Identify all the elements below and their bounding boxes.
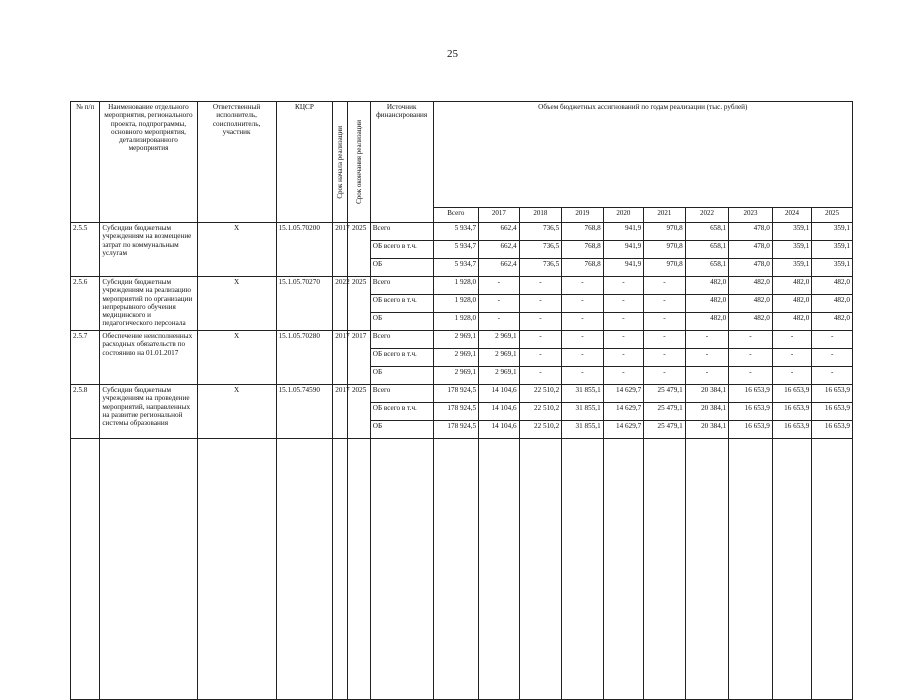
header-row <box>71 102 853 208</box>
row-start: 2017 <box>333 331 348 385</box>
row-name: Субсидии бюджетным учреждениям на реализацию мероприятий по организации непрерывного обучения медицинского и педагогического персонала <box>100 277 197 331</box>
row-value: 25 479,1 <box>644 403 686 421</box>
row-num: 2.5.6 <box>71 277 100 331</box>
row-value: - <box>562 313 604 331</box>
row-source: ОБ всего в т.ч. <box>370 241 433 259</box>
header-year: 2018 <box>519 208 562 223</box>
table-body <box>71 223 853 700</box>
row-value: - <box>562 349 604 367</box>
row-source: ОБ <box>370 259 433 277</box>
empty-cell <box>519 439 562 700</box>
row-value: 31 855,1 <box>562 385 604 403</box>
row-value: - <box>644 313 686 331</box>
row-value: 178 924,5 <box>433 385 479 403</box>
row-end: 2017 <box>348 331 370 385</box>
row-value: 31 855,1 <box>562 403 604 421</box>
row-value: 736,5 <box>519 223 562 241</box>
row-value: 482,0 <box>685 295 729 313</box>
table-row <box>71 331 853 349</box>
row-value: 1 928,0 <box>433 295 479 313</box>
row-value: - <box>644 277 686 295</box>
row-value: 359,1 <box>812 241 853 259</box>
row-source: ОБ всего в т.ч. <box>370 403 433 421</box>
row-value: 482,0 <box>772 295 812 313</box>
row-value: 736,5 <box>519 259 562 277</box>
row-end: 2025 <box>348 223 370 277</box>
row-value: 658,1 <box>685 223 729 241</box>
row-value: - <box>519 331 562 349</box>
row-value: 20 384,1 <box>685 421 729 439</box>
row-value: 5 934,7 <box>433 241 479 259</box>
row-value: 482,0 <box>685 277 729 295</box>
row-responsible: Х <box>197 223 276 277</box>
row-value: - <box>603 331 644 349</box>
row-value: 16 653,9 <box>729 421 773 439</box>
row-value: 20 384,1 <box>685 385 729 403</box>
row-value: 970,8 <box>644 259 686 277</box>
row-num: 2.5.8 <box>71 385 100 439</box>
row-value: - <box>562 367 604 385</box>
header-year: 2024 <box>772 208 812 223</box>
row-name: Субсидии бюджетным учреждениям на возмещение затрат по коммунальным услугам <box>100 223 197 277</box>
row-value: 478,0 <box>729 259 773 277</box>
empty-cell <box>644 439 686 700</box>
row-value: 1 928,0 <box>433 313 479 331</box>
row-value: 16 653,9 <box>772 403 812 421</box>
header-year: 2020 <box>603 208 644 223</box>
table-row <box>71 385 853 403</box>
row-value: 14 104,6 <box>479 403 520 421</box>
row-value: - <box>479 277 520 295</box>
row-value: - <box>603 277 644 295</box>
row-kcsr: 15.1.05.70200 <box>276 223 333 277</box>
row-value: 768,8 <box>562 241 604 259</box>
row-value: - <box>479 313 520 331</box>
row-source: Всего <box>370 331 433 349</box>
row-start: 2022 <box>333 277 348 331</box>
table-row <box>71 223 853 241</box>
header-year: 2021 <box>644 208 686 223</box>
row-value: - <box>772 331 812 349</box>
row-value: 736,5 <box>519 241 562 259</box>
table-spacer-row <box>71 439 853 700</box>
row-name: Субсидии бюджетным учреждениям на проведение мероприятий, направленных на развитие региональной системы образования <box>100 385 197 439</box>
row-value: 482,0 <box>729 295 773 313</box>
row-value: 359,1 <box>812 223 853 241</box>
row-value: - <box>562 277 604 295</box>
row-responsible: Х <box>197 277 276 331</box>
row-value: - <box>685 331 729 349</box>
budget-table <box>70 101 853 700</box>
row-value: - <box>644 349 686 367</box>
row-value: 970,8 <box>644 223 686 241</box>
row-value: - <box>519 367 562 385</box>
row-value: 768,8 <box>562 223 604 241</box>
row-value: 482,0 <box>772 313 812 331</box>
row-value: 658,1 <box>685 241 729 259</box>
row-value: 478,0 <box>729 223 773 241</box>
row-responsible: Х <box>197 331 276 385</box>
row-value: 25 479,1 <box>644 421 686 439</box>
row-value: 662,4 <box>479 241 520 259</box>
header-num: № п/п <box>71 102 100 223</box>
row-source: Всего <box>370 277 433 295</box>
empty-cell <box>562 439 604 700</box>
header-responsible: Ответственный исполнитель, соисполнитель, участник <box>197 102 276 223</box>
empty-cell <box>729 439 773 700</box>
row-num: 2.5.7 <box>71 331 100 385</box>
empty-cell <box>100 439 197 700</box>
row-kcsr: 15.1.05.70270 <box>276 277 333 331</box>
row-value: 16 653,9 <box>772 385 812 403</box>
row-value: - <box>479 295 520 313</box>
page-number: 25 <box>447 48 458 60</box>
row-value: 1 928,0 <box>433 277 479 295</box>
row-source: Всего <box>370 223 433 241</box>
header-year: 2023 <box>729 208 773 223</box>
row-value: 2 969,1 <box>479 367 520 385</box>
row-value: 2 969,1 <box>479 331 520 349</box>
row-value: - <box>685 367 729 385</box>
row-kcsr: 15.1.05.70280 <box>276 331 333 385</box>
row-value: 22 510,2 <box>519 421 562 439</box>
row-source: ОБ <box>370 421 433 439</box>
header-year: 2019 <box>562 208 604 223</box>
row-value: 16 653,9 <box>812 421 853 439</box>
empty-cell <box>433 439 479 700</box>
row-value: 22 510,2 <box>519 403 562 421</box>
row-value: 482,0 <box>729 313 773 331</box>
header-kcsr: КЦСР <box>276 102 333 223</box>
row-value: 482,0 <box>812 313 853 331</box>
row-value: - <box>729 367 773 385</box>
row-value: 16 653,9 <box>812 403 853 421</box>
header-start-label: Срок начала реализации <box>336 125 345 199</box>
row-value: 941,9 <box>603 259 644 277</box>
row-value: - <box>603 367 644 385</box>
header-start <box>333 102 348 223</box>
row-value: 31 855,1 <box>562 421 604 439</box>
row-value: 941,9 <box>603 241 644 259</box>
row-value: 16 653,9 <box>772 421 812 439</box>
row-value: 14 629,7 <box>603 403 644 421</box>
row-responsible: Х <box>197 385 276 439</box>
table-row <box>71 277 853 295</box>
row-value: - <box>562 331 604 349</box>
row-value: 941,9 <box>603 223 644 241</box>
row-value: - <box>772 349 812 367</box>
row-source: Всего <box>370 385 433 403</box>
row-value: 16 653,9 <box>729 403 773 421</box>
empty-cell <box>276 439 333 700</box>
row-value: - <box>519 313 562 331</box>
row-value: - <box>603 349 644 367</box>
header-source: Источник финансирования <box>370 102 433 223</box>
empty-cell <box>479 439 520 700</box>
row-kcsr: 15.1.05.74590 <box>276 385 333 439</box>
empty-cell <box>685 439 729 700</box>
empty-cell <box>370 439 433 700</box>
row-value: - <box>644 367 686 385</box>
row-value: 14 104,6 <box>479 421 520 439</box>
row-start: 2017 <box>333 223 348 277</box>
row-value: - <box>812 331 853 349</box>
row-value: - <box>519 295 562 313</box>
row-value: 16 653,9 <box>729 385 773 403</box>
row-value: - <box>603 295 644 313</box>
row-value: 14 104,6 <box>479 385 520 403</box>
row-source: ОБ <box>370 313 433 331</box>
row-value: - <box>772 367 812 385</box>
row-value: 16 653,9 <box>812 385 853 403</box>
row-end: 2025 <box>348 277 370 331</box>
row-value: 662,4 <box>479 223 520 241</box>
row-start: 2017 <box>333 385 348 439</box>
row-value: - <box>603 313 644 331</box>
empty-cell <box>772 439 812 700</box>
row-value: 2 969,1 <box>433 367 479 385</box>
empty-cell <box>71 439 100 700</box>
row-num: 2.5.5 <box>71 223 100 277</box>
header-year: 2025 <box>812 208 853 223</box>
row-value: - <box>812 349 853 367</box>
row-value: 482,0 <box>812 277 853 295</box>
row-value: - <box>685 349 729 367</box>
empty-cell <box>603 439 644 700</box>
header-volume: Объем бюджетных ассигнований по годам реализации (тыс. рублей) <box>433 102 852 208</box>
row-value: 359,1 <box>812 259 853 277</box>
row-value: 662,4 <box>479 259 520 277</box>
row-value: 482,0 <box>729 277 773 295</box>
row-value: 14 629,7 <box>603 385 644 403</box>
row-source: ОБ <box>370 367 433 385</box>
row-value: 359,1 <box>772 241 812 259</box>
row-value: 359,1 <box>772 223 812 241</box>
row-end: 2025 <box>348 385 370 439</box>
row-value: - <box>644 295 686 313</box>
row-value: 970,8 <box>644 241 686 259</box>
header-name: Наименование отдельного мероприятия, регионального проекта, подпрограммы, основного мероприятия, детализированного мероприятия <box>100 102 197 223</box>
row-value: - <box>812 367 853 385</box>
row-value: 22 510,2 <box>519 385 562 403</box>
row-value: 25 479,1 <box>644 385 686 403</box>
row-name: Обеспечение неисполненных расходных обязательств по состоянию на 01.01.2017 <box>100 331 197 385</box>
row-value: 5 934,7 <box>433 223 479 241</box>
row-value: 178 924,5 <box>433 421 479 439</box>
row-source: ОБ всего в т.ч. <box>370 349 433 367</box>
row-value: 14 629,7 <box>603 421 644 439</box>
row-value: 5 934,7 <box>433 259 479 277</box>
row-value: 2 969,1 <box>479 349 520 367</box>
row-value: 2 969,1 <box>433 331 479 349</box>
header-year: Всего <box>433 208 479 223</box>
row-value: 482,0 <box>685 313 729 331</box>
row-value: - <box>519 277 562 295</box>
header-end <box>348 102 370 223</box>
empty-cell <box>348 439 370 700</box>
header-end-label: Срок окончания реализации <box>355 120 364 204</box>
row-value: 768,8 <box>562 259 604 277</box>
empty-cell <box>812 439 853 700</box>
row-value: - <box>729 349 773 367</box>
header-year: 2022 <box>685 208 729 223</box>
row-value: 20 384,1 <box>685 403 729 421</box>
row-value: 482,0 <box>772 277 812 295</box>
row-value: 482,0 <box>812 295 853 313</box>
row-value: 658,1 <box>685 259 729 277</box>
row-value: 2 969,1 <box>433 349 479 367</box>
empty-cell <box>333 439 348 700</box>
empty-cell <box>197 439 276 700</box>
row-value: 178 924,5 <box>433 403 479 421</box>
row-source: ОБ всего в т.ч. <box>370 295 433 313</box>
row-value: 478,0 <box>729 241 773 259</box>
header-year: 2017 <box>479 208 520 223</box>
row-value: - <box>562 295 604 313</box>
row-value: - <box>519 349 562 367</box>
row-value: - <box>729 331 773 349</box>
row-value: - <box>644 331 686 349</box>
row-value: 359,1 <box>772 259 812 277</box>
